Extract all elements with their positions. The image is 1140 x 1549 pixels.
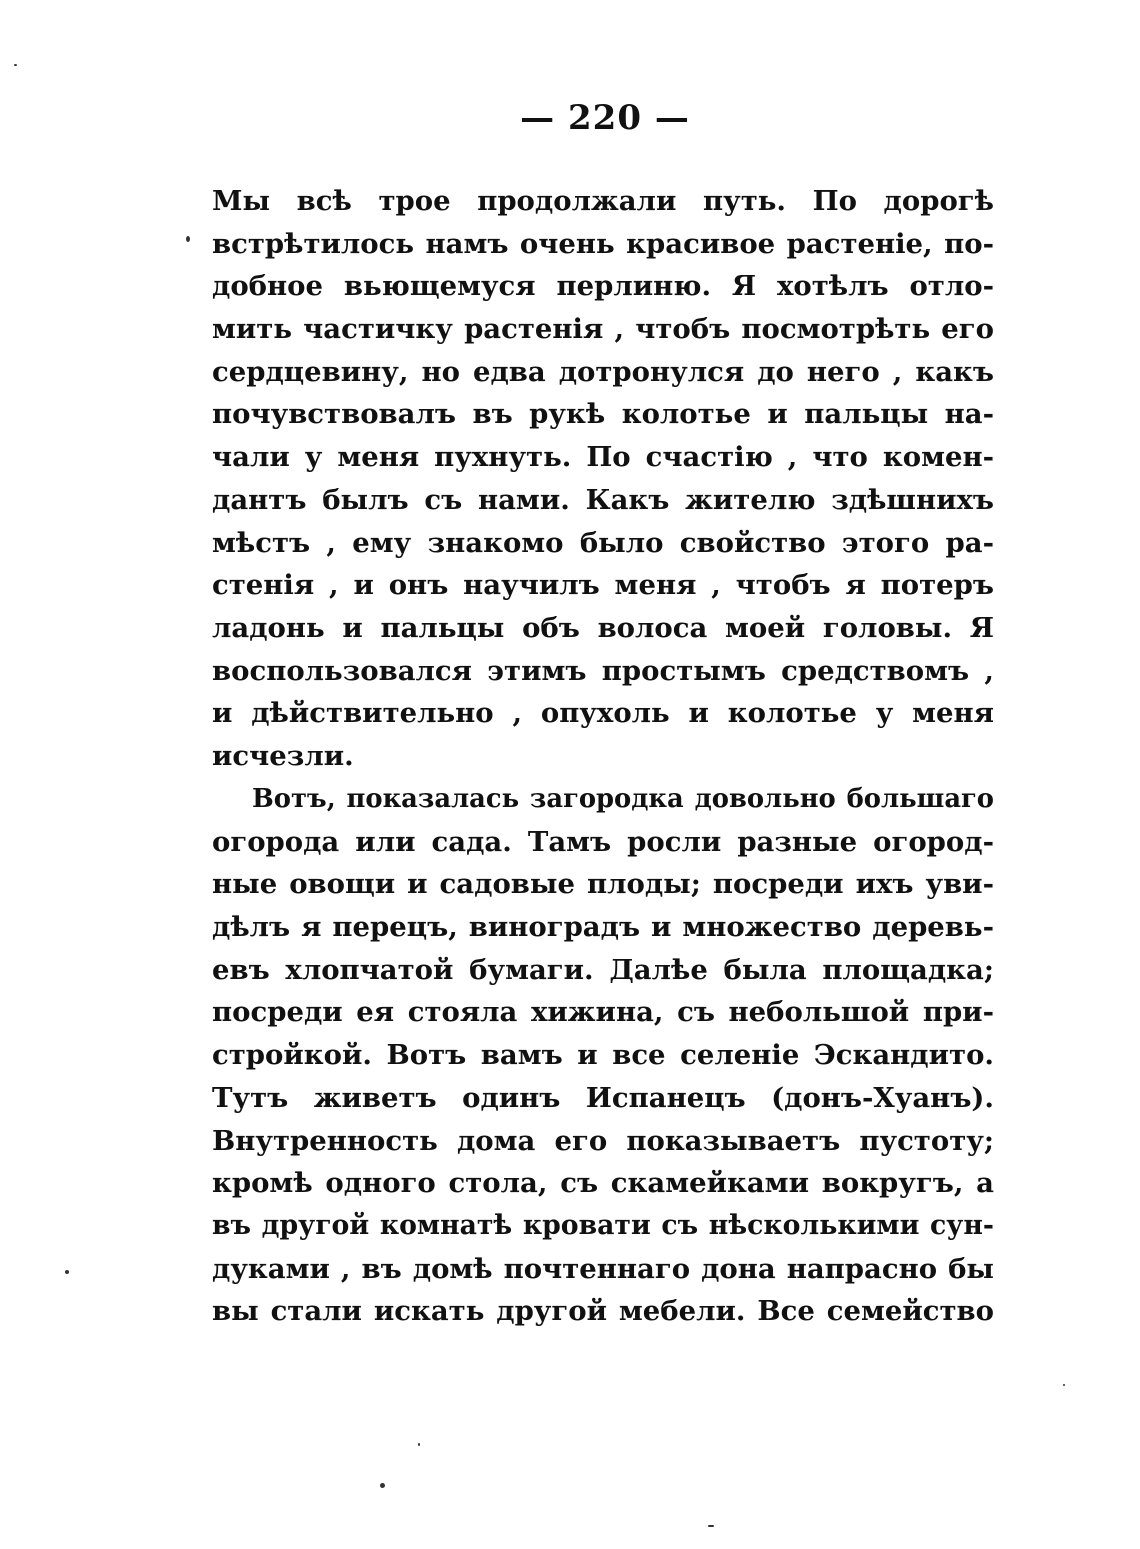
text-line: огорода или сада. Тамъ росли разные огород- <box>212 825 994 858</box>
text-line: сердцевину, но едва дотронулся до него , какъ <box>212 355 994 388</box>
text-line: въ другой комнатѣ кровати съ нѣсколькими сун- <box>212 1209 994 1241</box>
scan-speck <box>186 236 190 242</box>
scan-speck <box>418 1443 420 1446</box>
text-line: стройкой. Вотъ вамъ и все селеніе Эскандито. <box>212 1039 994 1072</box>
text-line: и дѣйствительно , опухоль и колотье у меня <box>212 697 994 730</box>
paragraph-1 <box>212 180 994 778</box>
text-line: воспользовался этимъ простымъ средствомъ , <box>212 654 994 687</box>
text-line: вы стали искать другой мебели. Все семейство <box>212 1295 994 1328</box>
scan-speck <box>14 64 17 66</box>
text-line: чали у меня пухнуть. По счастію , что комен- <box>212 441 994 474</box>
text-line: мить частичку растенія , чтобъ посмотрѣть его <box>212 313 994 346</box>
text-line: исчезли. <box>212 739 354 772</box>
text-line: добное вьющемуся перлиню. Я хотѣлъ отло- <box>212 270 994 303</box>
scan-speck <box>708 1525 714 1527</box>
text-line: ладонь и пальцы объ волоса моей головы. Я <box>212 611 994 644</box>
paragraph-2 <box>212 778 994 1333</box>
text-line: мѣстъ , ему знакомо было свойство этого ра- <box>212 526 994 559</box>
text-line: посреди ея стояла хижина, съ небольшой при- <box>212 996 994 1029</box>
page-number: — 220 — <box>520 98 690 138</box>
scan-speck <box>1063 1384 1065 1386</box>
text-line: встрѣтилось намъ очень красивое растеніе, по- <box>212 227 994 260</box>
scan-speck <box>65 1270 69 1274</box>
scan-speck <box>380 1483 385 1488</box>
text-line: стенія , и онъ научилъ меня , чтобъ я потеръ <box>212 569 994 602</box>
text-line: кромѣ одного стола, съ скамейками вокругъ, а <box>212 1167 994 1200</box>
text-line: Вотъ, показалась загородка довольно большаго <box>252 784 994 814</box>
text-line: Мы всѣ трое продолжали путь. По дорогѣ <box>212 185 994 217</box>
text-line: ные овощи и садовые плоды; посреди ихъ уви- <box>212 868 994 901</box>
text-line: Внутренность дома его показываетъ пустоту; <box>212 1124 994 1157</box>
text-line: Тутъ живетъ одинъ Испанецъ (донъ-Хуанъ). <box>212 1081 994 1114</box>
text-line: дѣлъ я перецъ, виноградъ и множество деревь- <box>212 911 994 944</box>
text-line: евъ хлопчатой бумаги. Далѣе была площадка; <box>212 953 994 986</box>
text-line: дуками , въ домѣ почтеннаго дона напрасно бы <box>212 1252 994 1285</box>
text-line: дантъ былъ съ нами. Какъ жителю здѣшнихъ <box>212 483 994 516</box>
text-line: почувствовалъ въ рукѣ колотье и пальцы на- <box>212 398 994 431</box>
